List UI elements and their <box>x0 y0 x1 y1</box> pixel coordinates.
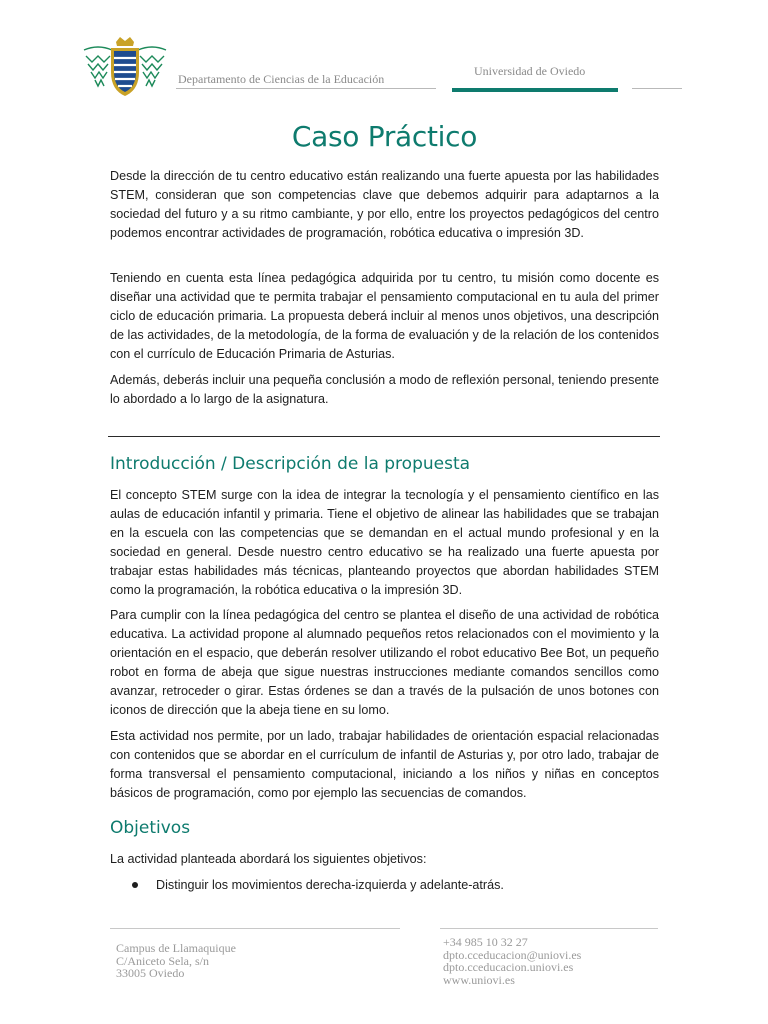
objectives-list <box>110 876 659 895</box>
section-divider <box>108 436 660 437</box>
section-heading-intro: Introducción / Descripción de la propuesta <box>110 454 471 474</box>
university-name: Universidad de Oviedo <box>474 64 586 78</box>
footer-dept-web-link[interactable]: dpto.cceducacion.uniovi.es <box>443 960 574 974</box>
section1-paragraph-3: Esta actividad nos permite, por un lado, trabajar habilidades de orientación espacial relacionadas con contenidos que se abordar en el currículum de infantil de Asturias y, por otro lado, trabajar de forma transversal el pensamiento computacional, iniciando a los niños y niñas en conceptos básicos de programación, como por ejemplo las secuencias de comandos. <box>110 729 659 800</box>
university-crest-icon <box>78 36 172 98</box>
department-name: Departamento de Ciencias de la Educación <box>178 72 385 86</box>
footer-contact <box>443 936 581 986</box>
footer-address-line: 33005 Oviedo <box>116 966 185 980</box>
intro-paragraph-3: Además, deberás incluir una pequeña conclusión a modo de reflexión personal, teniendo presente lo abordado a lo largo de la asignatura. <box>110 373 659 406</box>
footer-address <box>116 942 236 980</box>
objectives-intro: La actividad planteada abordará los siguientes objetivos: <box>110 852 427 866</box>
header-accent-bar <box>452 88 618 92</box>
footer-email-link[interactable]: dpto.cceducacion@uniovi.es <box>443 947 582 962</box>
page-title: Caso Práctico <box>291 120 478 153</box>
footer-divider-right <box>440 928 658 929</box>
objective-text: Distinguir los movimientos derecha-izquierda y adelante-atrás. <box>156 878 504 892</box>
bullet-icon <box>132 882 138 888</box>
list-item <box>110 876 659 895</box>
footer-divider-left <box>110 928 400 929</box>
footer-uni-web-link[interactable]: www.uniovi.es <box>443 972 515 987</box>
section-heading-objectives: Objetivos <box>110 818 191 838</box>
intro-paragraph-1: Desde la dirección de tu centro educativo están realizando una fuerte apuesta por las habilidades STEM, consideran que son competencias clave que debemos adquirir para adaptarnos a la sociedad del futuro y a su ritmo cambiante, y por ello, entre los proyectos pedagógicos del centro podemos encontrar actividades de programación, robótica educativa o impresión 3D. <box>110 169 659 240</box>
footer-address-line: C/Aniceto Sela, s/n <box>116 953 209 968</box>
intro-paragraph-2: Teniendo en cuenta esta línea pedagógica adquirida por tu centro, tu misión como docente es diseñar una actividad que te permita trabajar el pensamiento computacional en tu aula del primer ciclo de educación primaria. La propuesta deberá incluir al menos unos objetivos, una descripción de las actividades, de la metodología, de la forma de evaluación y de la relación de los contenidos con el currículo de Educación Primaria de Asturias. <box>110 271 659 361</box>
footer-phone: +34 985 10 32 27 <box>443 935 528 949</box>
header-divider-right <box>632 88 682 89</box>
section1-paragraph-2: Para cumplir con la línea pedagógica del centro se plantea el diseño de una actividad de robótica educativa. La actividad propone al alumnado pequeños retos relacionados con el movimiento y la orientación en el espacio, que deberán resolver utilizando el robot educativo Bee Bot, un pequeño robot en forma de abeja que sigue nuestras instrucciones mediante comandos sencillos como avanzar, retroceder o girar. Estas órdenes se dan a través de la pulsación de unos botones con iconos de dirección que la abeja tiene en su lomo. <box>110 608 659 717</box>
header-divider-left <box>176 88 436 89</box>
section1-paragraph-1: El concepto STEM surge con la idea de integrar la tecnología y el pensamiento científico en las aulas de educación infantil y primaria. Tiene el objetivo de alinear las habilidades que se trabajan en la escuela con las competencias que se demandan en el actual mundo profesional y en la sociedad en general. Desde nuestro centro educativo se ha realizado una fuerte apuesta por trabajar estas habilidades más técnicas, planteando proyectos que abordan habilidades STEM como la programación, la robótica educativa o la impresión 3D. <box>110 488 659 597</box>
footer-address-line: Campus de Llamaquique <box>116 941 236 955</box>
